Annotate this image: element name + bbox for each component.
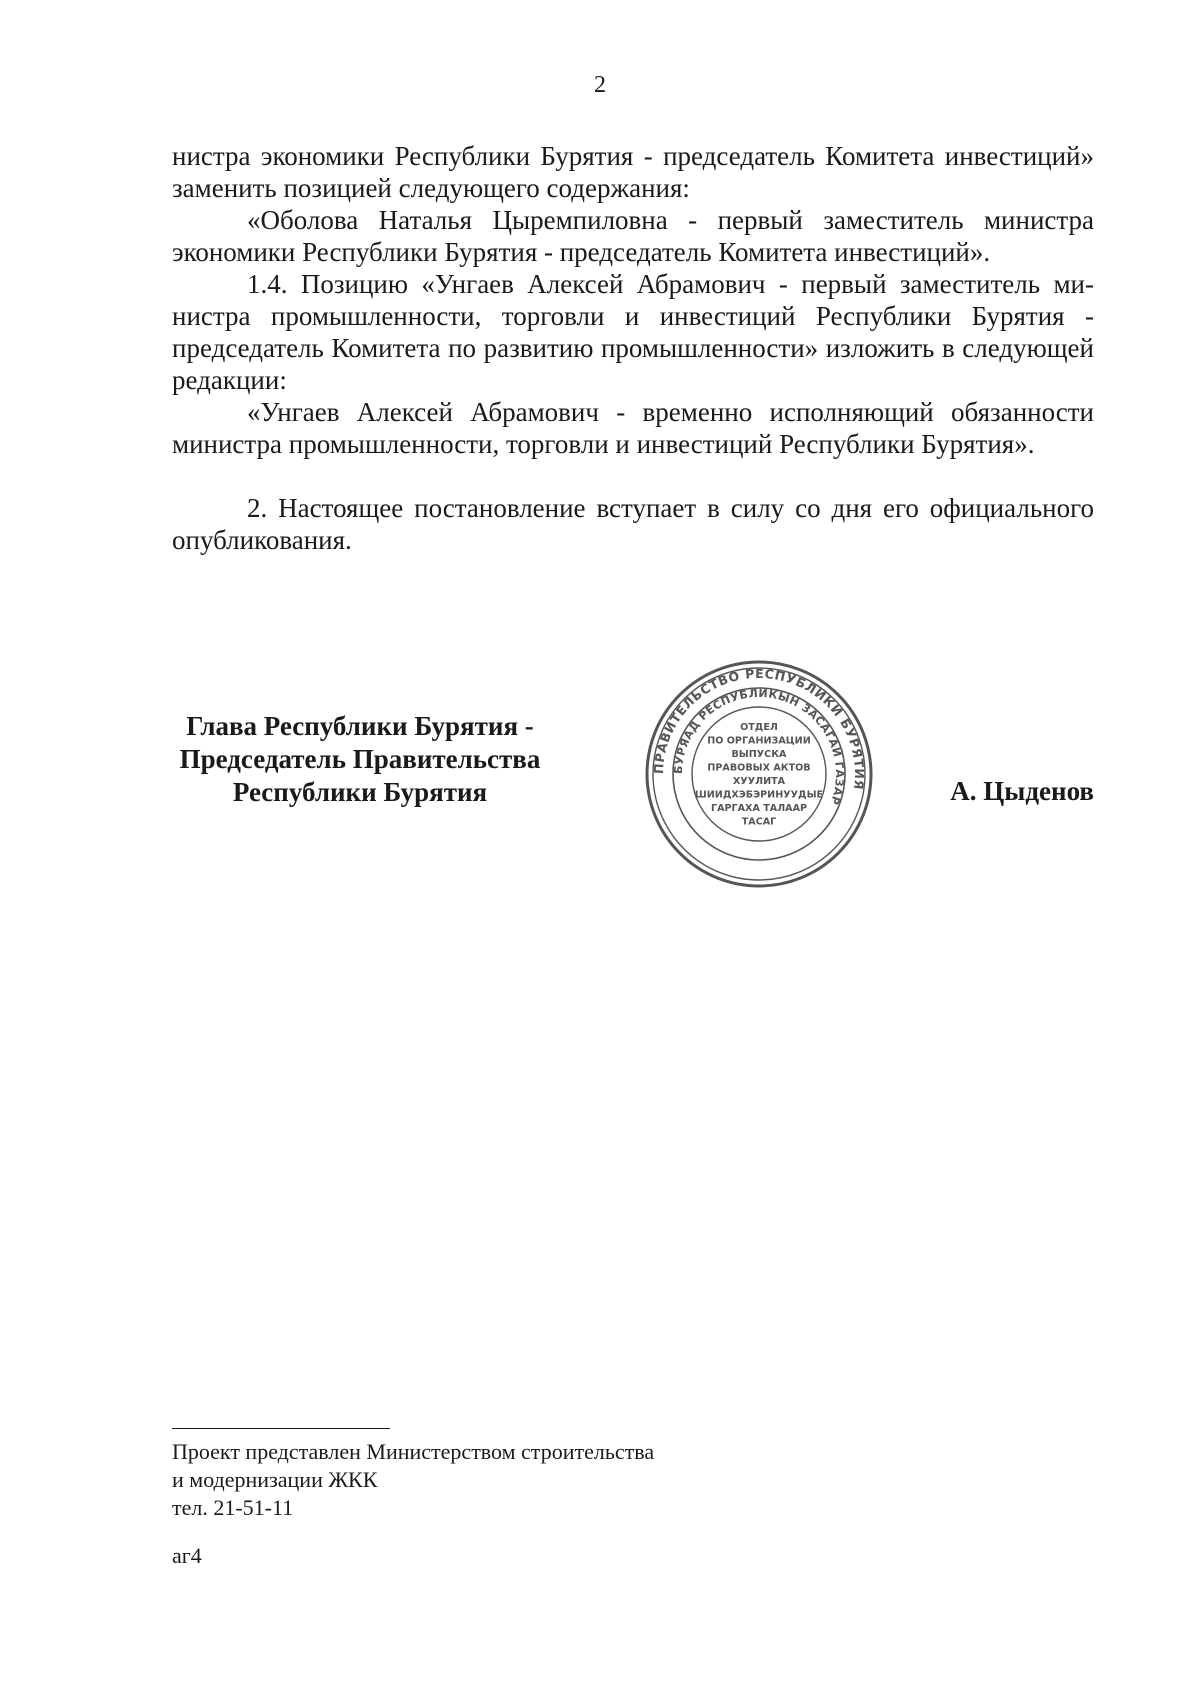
footnote-line: тел. 21-51-11 [172, 1495, 294, 1520]
paragraph-item-2: 2. Настоящее постановление вступает в силу со дня его официального опубликования. [172, 493, 1094, 555]
paragraph-new-wording: «Унгаев Алексей Абрамович - временно исполняющий обязанности министра промышленности, торговли и инвестиций Республики Бурятия». [172, 397, 1094, 459]
footnote [172, 1438, 654, 1522]
svg-text:ПО ОРГАНИЗАЦИИ: ПО ОРГАНИЗАЦИИ [707, 735, 811, 747]
svg-text:ХУУЛИТА: ХУУЛИТА [732, 775, 786, 787]
document-body [172, 140, 1094, 556]
footnote-line: Проект представлен Министерством строительства [172, 1439, 655, 1464]
official-seal-stamp [642, 657, 876, 891]
document-code: аг4 [172, 1543, 202, 1568]
paragraph-continuation: нистра экономики Республики Бурятия - председатель Комитета инвестиций» заменить позицией следующего содержания: [172, 141, 1094, 203]
signature-title-line: Глава Республики Бурятия - [186, 711, 534, 741]
footnote-divider [172, 1428, 390, 1429]
svg-text:ВЫПУСКА: ВЫПУСКА [731, 748, 787, 760]
signature-title-line: Республики Бурятия [232, 777, 488, 807]
signatory-name: А. Цыденов [950, 776, 1094, 806]
footnote-line: и модернизации ЖКК [172, 1467, 378, 1492]
svg-text:ТАСАГ: ТАСАГ [741, 816, 777, 828]
svg-text:ПРАВИТЕЛЬСТВО РЕСПУБЛИКИ БУРЯТ: ПРАВИТЕЛЬСТВО РЕСПУБЛИКИ БУРЯТИЯ [650, 665, 868, 791]
svg-text:БУРЯАД РЕСПУБЛИКЫН ЗАСАГАЙ ГАЗ: БУРЯАД РЕСПУБЛИКЫН ЗАСАГАЙ ГАЗАР [671, 686, 847, 807]
signature-title [140, 710, 580, 809]
svg-text:ШИИДХЭБЭРИНУУДЫЕ: ШИИДХЭБЭРИНУУДЫЕ [694, 789, 824, 801]
signature-title-line: Председатель Правительства [179, 744, 541, 774]
paragraph-item-1-4: 1.4. Позицию «Унгаев Алексей Абрамович - первый заместитель министра промышленности, торговли и инвестиций Республики Бурятия - председатель Комитета по развитию промышленности» изложить в следующей редакции: [172, 269, 1094, 395]
svg-text:ПРАВОВЫХ АКТОВ: ПРАВОВЫХ АКТОВ [707, 762, 811, 774]
page-number: 2 [594, 72, 606, 98]
svg-text:ГАРГАХА ТАЛААР: ГАРГАХА ТАЛААР [710, 802, 808, 814]
svg-text:ОТДЕЛ: ОТДЕЛ [740, 721, 778, 733]
paragraph-replacement-position: «Оболова Наталья Цыремпиловна - первый заместитель министра экономики Республики Бурятия - председатель Комитета инвестиций». [172, 205, 1094, 267]
